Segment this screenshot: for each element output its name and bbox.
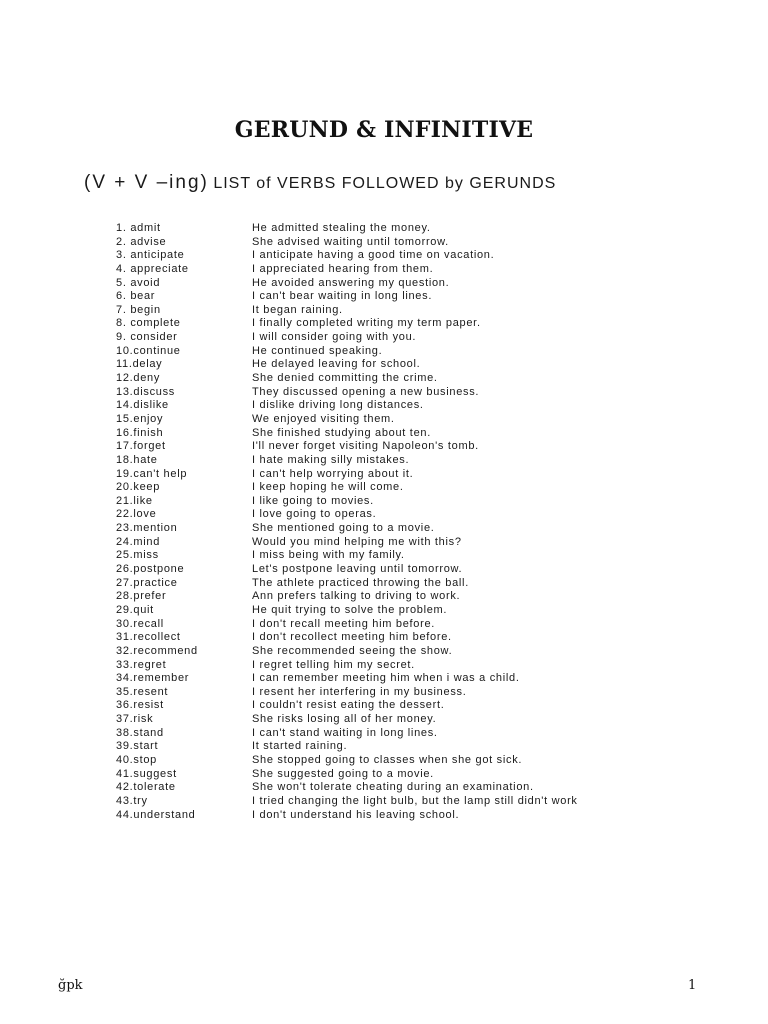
verb-word: deny: [133, 372, 161, 385]
verb-word: stand: [133, 726, 164, 739]
verb-word: miss: [133, 549, 159, 562]
item-number: 12.: [116, 372, 134, 385]
item-number: 27.: [116, 576, 134, 589]
example-sentence: He quit trying to solve the problem.: [252, 603, 448, 616]
example-sentence: I miss being with my family.: [252, 549, 405, 562]
verb-word: love: [133, 508, 157, 521]
verb-word: suggest: [133, 767, 177, 780]
verb-word: regret: [133, 658, 167, 671]
verb-word: try: [133, 794, 148, 807]
item-number: 7.: [116, 303, 127, 316]
verb-entry: [116, 590, 252, 604]
verb-entry: [116, 672, 252, 686]
item-number: 44.: [116, 808, 134, 821]
example-sentence: He admitted stealing the money.: [252, 222, 431, 234]
item-number: 15.: [116, 412, 134, 425]
example-sentence: It began raining.: [252, 303, 343, 316]
item-number: 9.: [116, 331, 127, 344]
item-number: 3.: [116, 249, 127, 262]
list-item: [116, 699, 676, 713]
example-sentence: He avoided answering my question.: [252, 276, 450, 289]
example-sentence: She risks losing all of her money.: [252, 713, 437, 726]
example-sentence: She finished studying about ten.: [252, 426, 431, 439]
list-item: [116, 672, 676, 686]
example-sentence: They discussed opening a new business.: [252, 385, 480, 398]
verb-word: keep: [133, 481, 161, 494]
item-number: 19.: [116, 467, 134, 480]
example-sentence: She stopped going to classes when she got sick.: [252, 753, 523, 766]
item-number: 32.: [116, 644, 134, 657]
subtitle: [84, 172, 556, 194]
example-sentence: Would you mind helping me with this?: [252, 535, 462, 548]
verb-entry: [116, 236, 252, 250]
list-item: [116, 249, 676, 263]
example-sentence: I can't stand waiting in long lines.: [252, 726, 438, 739]
verb-word: continue: [133, 344, 181, 357]
verb-entry: [116, 713, 252, 727]
list-item: [116, 604, 676, 618]
list-item: [116, 563, 676, 577]
list-item: [116, 372, 676, 386]
item-number: 4.: [116, 262, 127, 275]
list-item: [116, 358, 676, 372]
verb-entry: [116, 577, 252, 591]
verb-entry: [116, 427, 252, 441]
example-sentence: I don't understand his leaving school.: [252, 808, 460, 821]
list-item: [116, 481, 676, 495]
item-number: 18.: [116, 453, 134, 466]
list-item: [116, 304, 676, 318]
example-sentence: I finally completed writing my term paper.: [252, 317, 481, 330]
verb-word: delay: [132, 358, 163, 371]
item-number: 43.: [116, 794, 134, 807]
list-item: [116, 809, 676, 823]
list-item: [116, 386, 676, 400]
page-number: 1: [688, 978, 697, 993]
example-sentence: I'll never forget visiting Napoleon's tomb.: [252, 440, 479, 453]
verb-word: understand: [133, 808, 196, 821]
verb-entry: [116, 508, 252, 522]
verb-word: admit: [130, 222, 161, 234]
list-item: [116, 522, 676, 536]
item-number: 5.: [116, 276, 127, 289]
list-item: [116, 222, 676, 236]
example-sentence: I like going to movies.: [252, 494, 374, 507]
verb-entry: [116, 386, 252, 400]
example-sentence: I don't recall meeting him before.: [252, 617, 436, 630]
verb-word: stop: [133, 753, 157, 766]
verb-word: recommend: [133, 644, 198, 657]
verb-word: anticipate: [130, 249, 185, 262]
verb-entry: [116, 604, 252, 618]
example-sentence: I hate making silly mistakes.: [252, 453, 410, 466]
verb-word: discuss: [133, 385, 175, 398]
item-number: 21.: [116, 494, 134, 507]
verb-entry: [116, 809, 252, 823]
list-item: [116, 263, 676, 277]
example-sentence: We enjoyed visiting them.: [252, 412, 395, 425]
verb-entry: [116, 249, 252, 263]
verb-word: dislike: [133, 399, 169, 412]
verb-word: consider: [130, 331, 178, 344]
example-sentence: She won't tolerate cheating during an examination.: [252, 781, 534, 794]
verb-entry: [116, 631, 252, 645]
example-sentence: She recommended seeing the show.: [252, 644, 453, 657]
verb-word: mention: [133, 522, 178, 535]
verb-word: recollect: [133, 631, 181, 644]
example-sentence: I can't help worrying about it.: [252, 467, 414, 480]
item-number: 31.: [116, 631, 134, 644]
example-sentence: I can't bear waiting in long lines.: [252, 290, 433, 303]
example-sentence: He delayed leaving for school.: [252, 358, 421, 371]
list-item: [116, 590, 676, 604]
verb-entry: [116, 795, 252, 809]
verb-entry: [116, 440, 252, 454]
example-sentence: I resent her interfering in my business.: [252, 685, 467, 698]
list-item: [116, 427, 676, 441]
item-number: 34.: [116, 672, 134, 685]
list-item: [116, 727, 676, 741]
example-sentence: I tried changing the light bulb, but the lamp still didn't work: [252, 794, 578, 807]
verb-word: forget: [133, 440, 166, 453]
item-number: 16.: [116, 426, 134, 439]
example-sentence: The athlete practiced throwing the ball.: [252, 576, 469, 589]
verb-entry: [116, 413, 252, 427]
example-sentence: I love going to operas.: [252, 508, 377, 521]
list-item: [116, 536, 676, 550]
verb-word: risk: [133, 713, 154, 726]
item-number: 33.: [116, 658, 134, 671]
verb-entry: [116, 290, 252, 304]
list-item: [116, 508, 676, 522]
list-item: [116, 686, 676, 700]
verb-word: tolerate: [133, 781, 176, 794]
verb-entry: [116, 454, 252, 468]
list-item: [116, 440, 676, 454]
item-number: 25.: [116, 549, 134, 562]
example-sentence: I anticipate having a good time on vacation.: [252, 249, 495, 262]
example-sentence: It started raining.: [252, 740, 348, 753]
verb-entry: [116, 263, 252, 277]
verb-entry: [116, 781, 252, 795]
example-sentence: She suggested going to a movie.: [252, 767, 434, 780]
verb-word: resent: [133, 685, 169, 698]
list-item: [116, 399, 676, 413]
list-item: [116, 740, 676, 754]
item-number: 20.: [116, 481, 134, 494]
list-item: [116, 577, 676, 591]
list-item: [116, 468, 676, 482]
verb-word: prefer: [133, 590, 167, 603]
verb-entry: [116, 358, 252, 372]
verb-entry: [116, 304, 252, 318]
verb-entry: [116, 317, 252, 331]
verb-word: advise: [130, 235, 167, 248]
list-item: [116, 754, 676, 768]
example-sentence: I regret telling him my secret.: [252, 658, 415, 671]
list-item: [116, 768, 676, 782]
list-item: [116, 713, 676, 727]
verb-word: recall: [133, 617, 164, 630]
item-number: 13.: [116, 385, 134, 398]
item-number: 2.: [116, 235, 127, 248]
verb-entry: [116, 399, 252, 413]
item-number: 26.: [116, 563, 134, 576]
example-sentence: She mentioned going to a movie.: [252, 522, 435, 535]
item-number: 42.: [116, 781, 134, 794]
item-number: 41.: [116, 767, 134, 780]
verb-word: remember: [133, 672, 190, 685]
list-item: [116, 454, 676, 468]
item-number: 35.: [116, 685, 134, 698]
item-number: 22.: [116, 508, 134, 521]
item-number: 38.: [116, 726, 134, 739]
item-number: 11.: [116, 358, 133, 371]
verb-entry: [116, 481, 252, 495]
verb-word: like: [133, 494, 153, 507]
item-number: 8.: [116, 317, 127, 330]
example-sentence: I can remember meeting him when i was a child.: [252, 672, 520, 685]
item-number: 29.: [116, 603, 134, 616]
verb-word: quit: [133, 603, 154, 616]
verb-word: postpone: [133, 563, 185, 576]
list-item: [116, 645, 676, 659]
list-item: [116, 631, 676, 645]
verb-word: practice: [133, 576, 178, 589]
list-item: [116, 236, 676, 250]
verb-word: can't help: [133, 467, 188, 480]
example-sentence: Ann prefers talking to driving to work.: [252, 590, 461, 603]
item-number: 17.: [116, 440, 134, 453]
item-number: 1.: [116, 222, 127, 234]
verb-word: hate: [133, 453, 158, 466]
item-number: 30.: [116, 617, 134, 630]
verb-entry: [116, 495, 252, 509]
item-number: 14.: [116, 399, 134, 412]
example-sentence: I keep hoping he will come.: [252, 481, 404, 494]
example-sentence: I appreciated hearing from them.: [252, 262, 434, 275]
verb-word: complete: [130, 317, 181, 330]
list-item: [116, 317, 676, 331]
example-sentence: He continued speaking.: [252, 344, 383, 357]
verb-entry: [116, 331, 252, 345]
item-number: 10.: [116, 344, 134, 357]
list-item: [116, 495, 676, 509]
verb-entry: [116, 549, 252, 563]
list-item: [116, 795, 676, 809]
verb-entry: [116, 345, 252, 359]
list-item: [116, 345, 676, 359]
verb-word: finish: [133, 426, 164, 439]
example-sentence: I couldn't resist eating the dessert.: [252, 699, 445, 712]
verb-entry: [116, 768, 252, 782]
list-item: [116, 618, 676, 632]
verb-word: enjoy: [133, 412, 164, 425]
example-sentence: Let's postpone leaving until tomorrow.: [252, 563, 463, 576]
verb-entry: [116, 372, 252, 386]
verb-entry: [116, 686, 252, 700]
subtitle-heading: LIST of VERBS FOLLOWED by GERUNDS: [213, 175, 557, 192]
list-item: [116, 781, 676, 795]
verb-word: start: [133, 740, 159, 753]
example-sentence: She advised waiting until tomorrow.: [252, 235, 449, 248]
verb-entry: [116, 645, 252, 659]
verb-entry: [116, 536, 252, 550]
verb-entry: [116, 727, 252, 741]
list-item: [116, 659, 676, 673]
list-item: [116, 413, 676, 427]
verb-entry: [116, 618, 252, 632]
list-item: [116, 277, 676, 291]
item-number: 6.: [116, 290, 127, 303]
verb-entry: [116, 277, 252, 291]
verb-word: avoid: [130, 276, 161, 289]
list-item: [116, 331, 676, 345]
footer-author: ğpk: [58, 978, 83, 993]
verb-word: begin: [130, 303, 161, 316]
verb-word: mind: [133, 535, 161, 548]
example-sentence: I don't recollect meeting him before.: [252, 631, 452, 644]
item-number: 37.: [116, 713, 134, 726]
verb-entry: [116, 563, 252, 577]
verb-list: [116, 222, 676, 822]
verb-entry: [116, 699, 252, 713]
verb-entry: [116, 740, 252, 754]
verb-word: appreciate: [130, 262, 189, 275]
verb-word: bear: [130, 290, 156, 303]
verb-entry: [116, 754, 252, 768]
verb-entry: [116, 659, 252, 673]
item-number: 28.: [116, 590, 134, 603]
item-number: 40.: [116, 753, 134, 766]
verb-entry: [116, 468, 252, 482]
item-number: 39.: [116, 740, 134, 753]
document-title: GERUND & INFINITIVE: [234, 117, 534, 143]
verb-entry: [116, 522, 252, 536]
example-sentence: She denied committing the crime.: [252, 372, 438, 385]
list-item: [116, 290, 676, 304]
item-number: 24.: [116, 535, 134, 548]
verb-entry: [116, 222, 252, 236]
subtitle-formula: (V + V –ing): [84, 172, 209, 193]
example-sentence: I dislike driving long distances.: [252, 399, 424, 412]
example-sentence: I will consider going with you.: [252, 331, 417, 344]
item-number: 23.: [116, 522, 134, 535]
verb-word: resist: [133, 699, 164, 712]
list-item: [116, 549, 676, 563]
item-number: 36.: [116, 699, 134, 712]
